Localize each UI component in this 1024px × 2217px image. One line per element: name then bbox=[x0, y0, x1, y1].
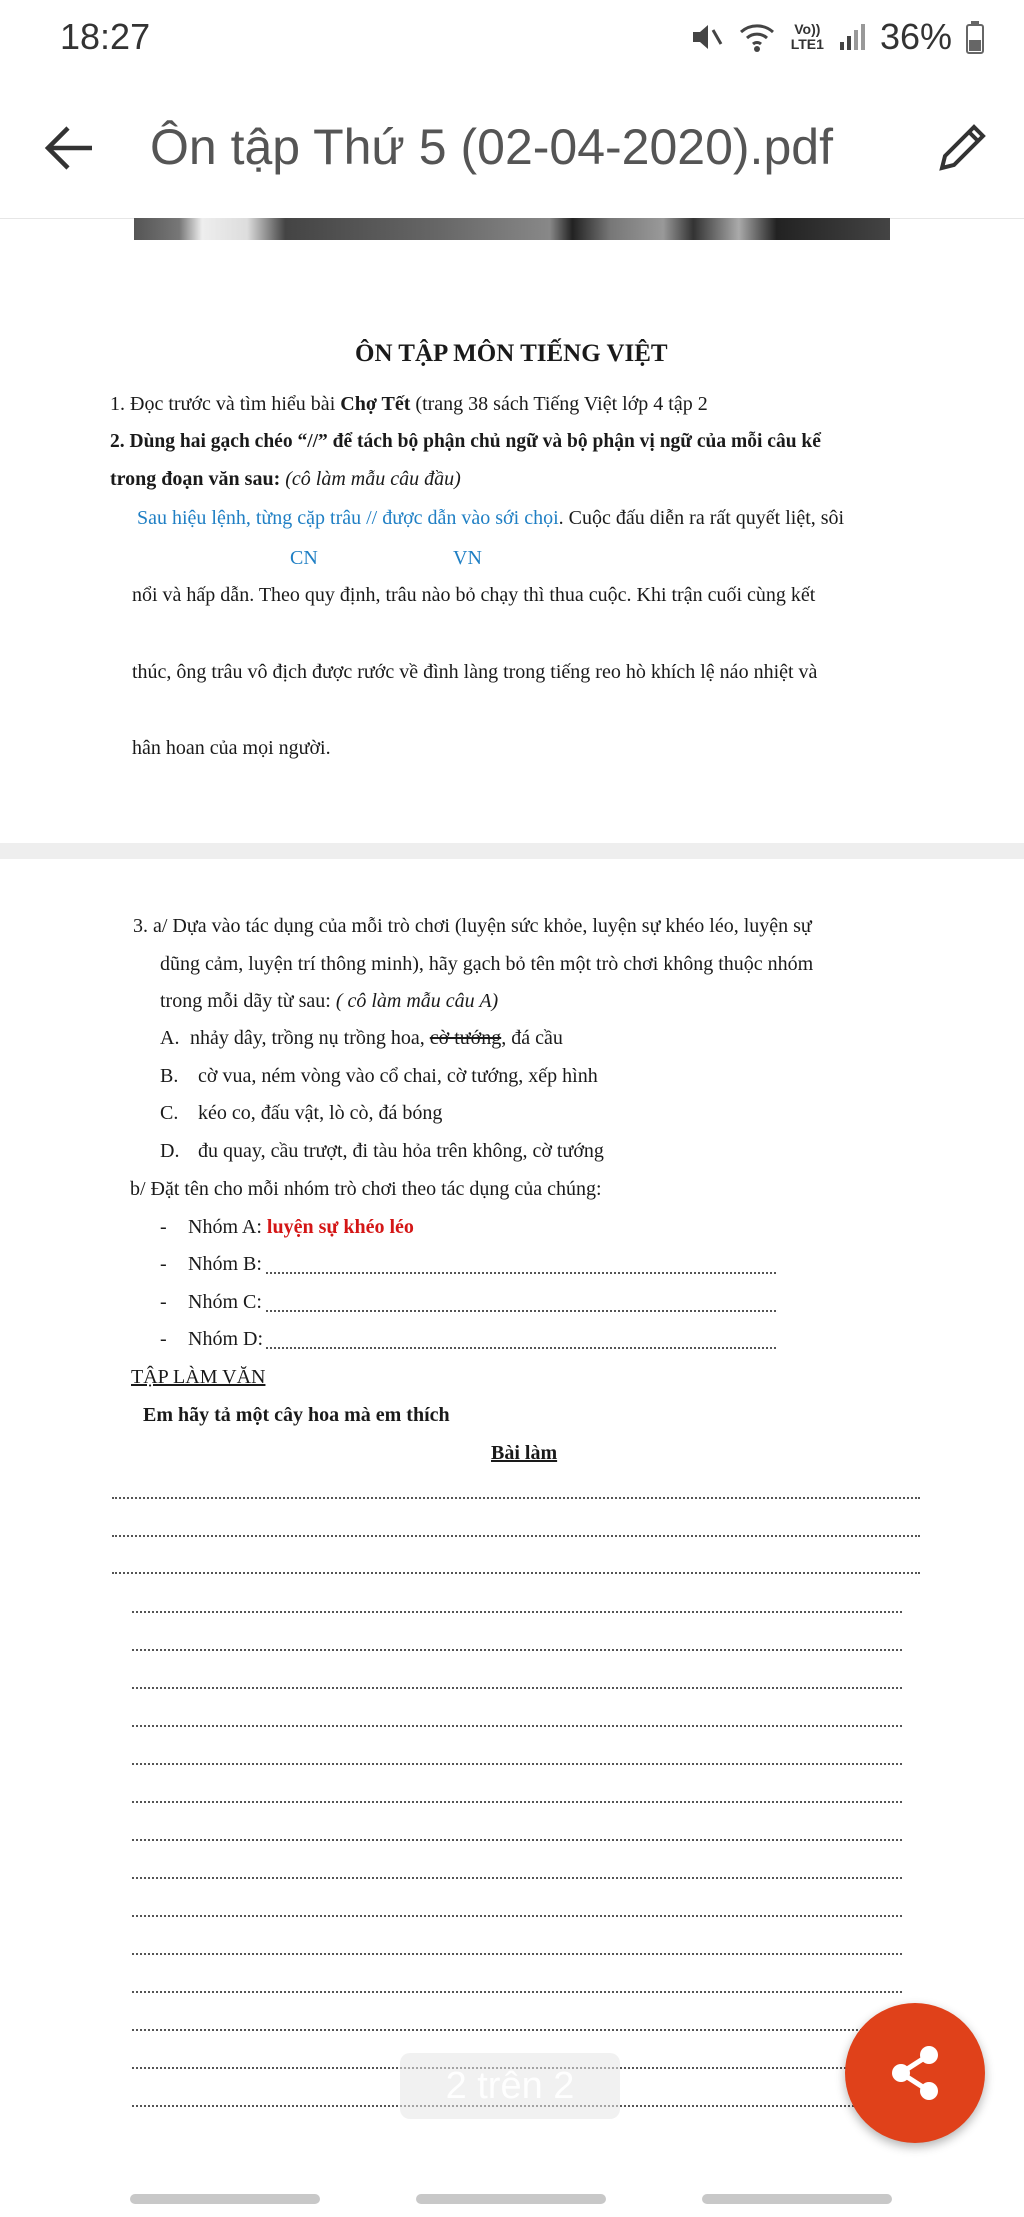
network-label bbox=[791, 22, 824, 52]
group-b-blank bbox=[266, 1272, 776, 1274]
share-icon bbox=[881, 2039, 949, 2107]
writing-line bbox=[112, 1497, 920, 1499]
group-d-dash: - bbox=[160, 1328, 167, 1350]
nav-home-button[interactable] bbox=[416, 2194, 606, 2204]
item1-part-a: 1. Đọc trước và tìm hiểu bài bbox=[110, 393, 341, 415]
item2-line2 bbox=[110, 468, 461, 491]
item3-line3-italic: ( cô làm mẫu câu A) bbox=[335, 990, 499, 1012]
item2-line1: 2. Dùng hai gạch chéo “//” để tách bộ phận chủ ngữ và bộ phận vị ngữ của mỗi câu kể bbox=[110, 431, 821, 452]
wifi-icon bbox=[737, 20, 777, 54]
writing-line bbox=[132, 1649, 902, 1651]
writing-line bbox=[112, 1535, 920, 1537]
writing-line bbox=[132, 1763, 902, 1765]
document-title: Ôn tập Thứ 5 (02-04-2020).pdf bbox=[150, 119, 833, 175]
paragraph-line4: hân hoan của mọi người. bbox=[132, 737, 331, 759]
writing-line bbox=[132, 1991, 902, 1993]
writing-line bbox=[132, 1915, 902, 1917]
doc-heading: ÔN TẬP MÔN TIẾNG VIỆT bbox=[355, 340, 668, 367]
group-c-blank bbox=[266, 1310, 776, 1312]
back-button[interactable] bbox=[38, 116, 102, 180]
writing-line bbox=[132, 1953, 902, 1955]
item2-line2-bold: trong đoạn văn sau: bbox=[110, 468, 286, 490]
status-time: 18:27 bbox=[60, 16, 151, 57]
group-d-label: Nhóm D: bbox=[188, 1328, 263, 1350]
group-a bbox=[188, 1216, 414, 1239]
tlv-heading: TẬP LÀM VĂN bbox=[131, 1366, 266, 1388]
paragraph-line1-rest: . Cuộc đấu diễn ra rất quyết liệt, sôi bbox=[558, 507, 845, 529]
paragraph-line1 bbox=[137, 507, 844, 530]
writing-line bbox=[132, 1801, 902, 1803]
page-separator bbox=[0, 843, 1024, 859]
writing-line bbox=[132, 1839, 902, 1841]
network-lte: LTE1 bbox=[790, 36, 824, 52]
group-a-dash: - bbox=[160, 1216, 167, 1238]
group-b-label: Nhóm B: bbox=[188, 1253, 262, 1275]
signal-icon bbox=[838, 22, 866, 52]
option-b-label: B. bbox=[160, 1065, 179, 1087]
paragraph-line2: nổi và hấp dẫn. Theo quy định, trâu nào bỏ chạy thì thua cuộc. Khi trận cuối cùng kết bbox=[132, 584, 816, 606]
group-d-blank bbox=[266, 1347, 776, 1349]
app-toolbar bbox=[0, 78, 1024, 219]
item1-part-b: Chợ Tết bbox=[340, 393, 411, 415]
item2-line2-italic: (cô làm mẫu câu đầu) bbox=[285, 468, 461, 490]
item1-part-c: (trang 38 sách Tiếng Việt lớp 4 tập 2 bbox=[410, 393, 708, 415]
item3-line1: 3. a/ Dựa vào tác dụng của mỗi trò chơi (luyện sức khỏe, luyện sự khéo léo, luyện sự bbox=[133, 915, 812, 937]
battery-icon bbox=[966, 20, 984, 54]
system-nav-bar bbox=[0, 2190, 1024, 2217]
writing-line bbox=[132, 2029, 902, 2031]
option-a bbox=[190, 1027, 563, 1050]
writing-line bbox=[132, 1687, 902, 1689]
page-indicator: 2 trên 2 bbox=[400, 2053, 620, 2119]
group-a-label: Nhóm A: bbox=[188, 1216, 267, 1238]
option-a-end: , đá cầu bbox=[501, 1027, 563, 1049]
mute-icon bbox=[689, 20, 723, 54]
option-b-text: cờ vua, ném vòng vào cổ chai, cờ tướng, xếp hình bbox=[198, 1065, 598, 1087]
pencil-icon bbox=[930, 116, 994, 180]
edit-button[interactable] bbox=[930, 116, 994, 180]
option-a-label: A. bbox=[160, 1027, 180, 1049]
option-d-text: đu quay, cầu trượt, đi tàu hỏa trên không, cờ tướng bbox=[198, 1140, 604, 1162]
network-volte: Vo)) bbox=[794, 21, 821, 37]
option-c-text: kéo co, đấu vật, lò cò, đá bóng bbox=[198, 1102, 443, 1124]
status-icons bbox=[689, 16, 984, 58]
writing-line bbox=[132, 1877, 902, 1879]
group-c-dash: - bbox=[160, 1291, 167, 1313]
writing-line bbox=[132, 1611, 902, 1613]
item3-line3 bbox=[160, 990, 498, 1013]
option-d-label: D. bbox=[160, 1140, 180, 1162]
item3-line3-text: trong mỗi dãy từ sau: bbox=[160, 990, 336, 1012]
option-a-struck: cờ tướng bbox=[429, 1027, 502, 1049]
label-cn: CN bbox=[290, 547, 318, 569]
part-b-text: b/ Đặt tên cho mỗi nhóm trò chơi theo tác dụng của chúng: bbox=[130, 1178, 602, 1200]
tlv-prompt: Em hãy tả một cây hoa mà em thích bbox=[143, 1404, 450, 1426]
writing-line bbox=[112, 1572, 920, 1574]
arrow-left-icon bbox=[38, 116, 102, 180]
writing-line bbox=[132, 1725, 902, 1727]
nav-recent-button[interactable] bbox=[130, 2194, 320, 2204]
item3-line2: dũng cảm, luyện trí thông minh), hãy gạch bỏ tên một trò chơi không thuộc nhóm bbox=[160, 953, 814, 975]
status-bar bbox=[0, 0, 1024, 78]
item1-text bbox=[110, 393, 708, 416]
option-a-text: nhảy dây, trồng nụ trồng hoa, bbox=[190, 1027, 430, 1049]
battery-percent: 36% bbox=[879, 16, 952, 57]
group-c-label: Nhóm C: bbox=[188, 1291, 262, 1313]
group-b-dash: - bbox=[160, 1253, 167, 1275]
option-c-label: C. bbox=[160, 1102, 179, 1124]
share-button[interactable] bbox=[845, 2003, 985, 2143]
document-image-strip bbox=[134, 218, 890, 240]
nav-back-button[interactable] bbox=[702, 2194, 892, 2204]
paragraph-line1-blue: Sau hiệu lệnh, từng cặp trâu // được dẫn vào sới chọi bbox=[137, 507, 559, 529]
bai-lam-heading: Bài làm bbox=[491, 1442, 558, 1464]
group-a-answer: luyện sự khéo léo bbox=[266, 1216, 414, 1238]
label-vn: VN bbox=[453, 547, 482, 569]
paragraph-line3: thúc, ông trâu vô địch được rước về đình làng trong tiếng reo hò khích lệ náo nhiệt và bbox=[132, 661, 818, 683]
